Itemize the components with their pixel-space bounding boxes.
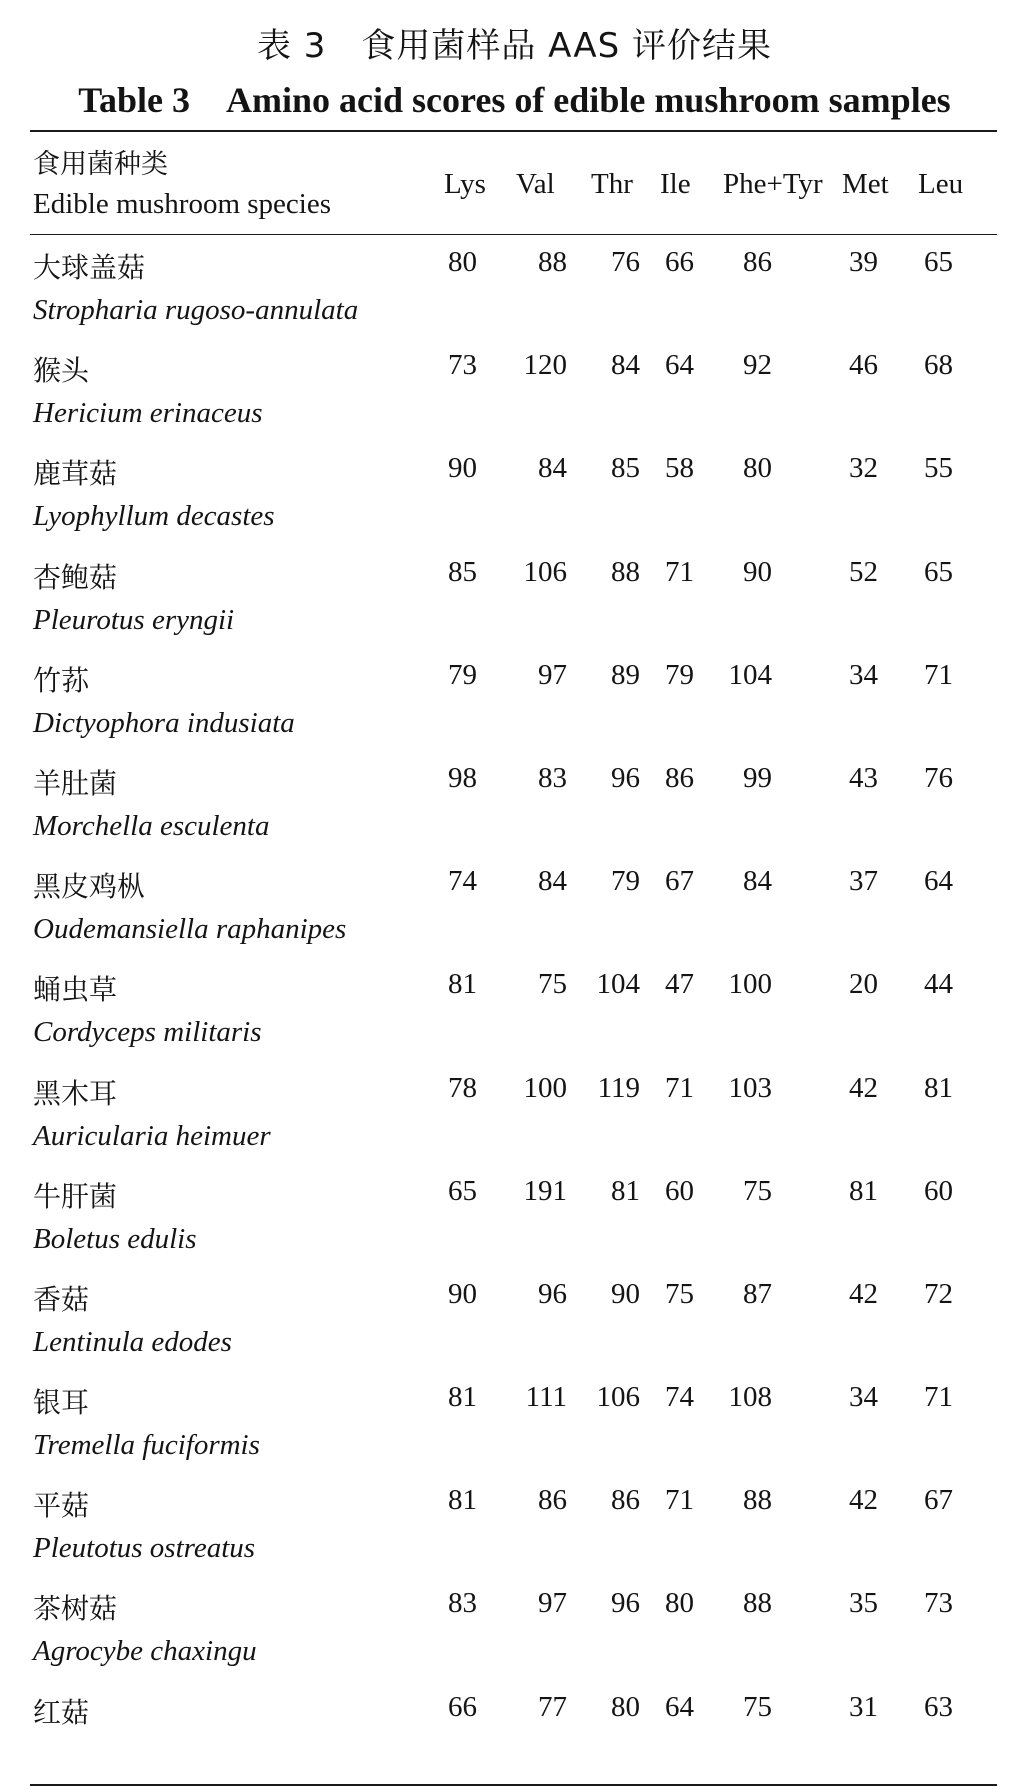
table-row <box>0 1377 1029 1480</box>
species-latin-name: Lentinula edodes <box>33 1325 232 1358</box>
score-cell-val: 97 <box>538 658 567 691</box>
species-latin-name: Dictyophora indusiata <box>33 706 295 739</box>
score-cell-met: 43 <box>849 761 878 794</box>
score-cell-met: 35 <box>849 1587 878 1620</box>
score-cell-lys: 85 <box>448 555 477 588</box>
score-cell-lys: 80 <box>448 246 477 278</box>
score-cell-val: 75 <box>538 968 567 1001</box>
score-cell-thr: 85 <box>611 452 640 485</box>
score-cell-val: 106 <box>523 555 567 588</box>
score-cell-leu: 68 <box>924 349 953 382</box>
score-cell-leu: 72 <box>924 1277 953 1310</box>
species-chinese-name: 猴头 <box>33 354 90 388</box>
score-cell-phe-tyr: 104 <box>728 658 772 691</box>
score-cell-val: 88 <box>538 246 567 278</box>
score-cell-lys: 79 <box>448 658 477 691</box>
score-cell-val: 111 <box>525 1381 567 1414</box>
score-cell-met: 46 <box>849 349 878 382</box>
score-cell-lys: 81 <box>448 1381 477 1414</box>
score-cell-met: 42 <box>849 1071 878 1104</box>
score-cell-met: 34 <box>849 658 878 691</box>
table-row <box>0 1583 1029 1686</box>
score-cell-ile: 75 <box>665 1277 694 1310</box>
score-cell-lys: 73 <box>448 349 477 382</box>
table-caption-english: Table 3 Amino acid scores of edible mushroom samples <box>78 80 951 120</box>
score-cell-lys: 98 <box>448 761 477 794</box>
species-chinese-name: 银耳 <box>33 1386 90 1420</box>
score-cell-met: 31 <box>849 1690 878 1723</box>
table-row <box>0 552 1029 655</box>
score-cell-ile: 64 <box>665 1690 694 1723</box>
score-cell-ile: 66 <box>665 246 694 278</box>
species-chinese-name: 平菇 <box>33 1489 90 1523</box>
score-cell-phe-tyr: 84 <box>743 865 772 898</box>
score-cell-phe-tyr: 108 <box>728 1381 772 1414</box>
column-header-val: Val <box>516 168 555 200</box>
species-chinese-name: 蛹虫草 <box>33 973 118 1007</box>
score-cell-met: 42 <box>849 1277 878 1310</box>
score-cell-ile: 58 <box>665 452 694 485</box>
score-cell-thr: 96 <box>611 761 640 794</box>
species-chinese-name: 黑木耳 <box>33 1076 118 1110</box>
species-chinese-name: 牛肝菌 <box>33 1179 118 1213</box>
score-cell-leu: 60 <box>924 1174 953 1207</box>
score-cell-lys: 90 <box>448 452 477 485</box>
score-cell-thr: 84 <box>611 349 640 382</box>
species-latin-name: Boletus edulis <box>33 1222 197 1255</box>
score-cell-ile: 71 <box>665 1484 694 1517</box>
table-caption-chinese: 表 3 食用菌样品 AAS 评价结果 <box>256 26 773 66</box>
species-chinese-name: 竹荪 <box>33 663 90 697</box>
table-row <box>0 242 1029 345</box>
score-cell-leu: 64 <box>924 865 953 898</box>
score-cell-leu: 63 <box>924 1690 953 1723</box>
species-latin-name: Pleutotus ostreatus <box>33 1532 256 1565</box>
score-cell-phe-tyr: 92 <box>743 349 772 382</box>
score-cell-lys: 81 <box>448 968 477 1001</box>
score-cell-thr: 106 <box>596 1381 640 1414</box>
score-cell-thr: 90 <box>611 1277 640 1310</box>
score-cell-leu: 65 <box>924 246 953 278</box>
score-cell-leu: 71 <box>924 658 953 691</box>
score-cell-val: 97 <box>538 1587 567 1620</box>
species-chinese-name: 茶树菇 <box>33 1592 118 1626</box>
score-cell-phe-tyr: 103 <box>728 1071 772 1104</box>
table-row <box>0 1171 1029 1274</box>
species-latin-name: Cordyceps militaris <box>33 1016 262 1049</box>
score-cell-ile: 67 <box>665 865 694 898</box>
species-chinese-name: 黑皮鸡枞 <box>33 870 146 904</box>
score-cell-met: 81 <box>849 1174 878 1207</box>
score-cell-met: 34 <box>849 1381 878 1414</box>
table-row <box>0 448 1029 551</box>
score-cell-phe-tyr: 75 <box>743 1174 772 1207</box>
score-cell-lys: 78 <box>448 1071 477 1104</box>
score-cell-val: 84 <box>538 452 567 485</box>
species-latin-name: Oudemansiella raphanipes <box>33 913 347 946</box>
score-cell-met: 42 <box>849 1484 878 1517</box>
score-cell-lys: 74 <box>448 865 477 898</box>
score-cell-val: 100 <box>523 1071 567 1104</box>
score-cell-val: 83 <box>538 761 567 794</box>
score-cell-val: 86 <box>538 1484 567 1517</box>
score-cell-ile: 71 <box>665 1071 694 1104</box>
score-cell-leu: 71 <box>924 1381 953 1414</box>
table-row <box>0 1274 1029 1377</box>
score-cell-phe-tyr: 88 <box>743 1587 772 1620</box>
score-cell-leu: 81 <box>924 1071 953 1104</box>
species-latin-name: Pleurotus eryngii <box>33 603 235 636</box>
species-chinese-name: 香菇 <box>33 1282 90 1316</box>
species-chinese-name: 鹿茸菇 <box>33 457 118 491</box>
score-cell-ile: 60 <box>665 1174 694 1207</box>
score-cell-thr: 104 <box>596 968 640 1001</box>
species-latin-name: Agrocybe chaxingu <box>33 1635 257 1668</box>
score-cell-thr: 88 <box>611 555 640 588</box>
column-header-met: Met <box>842 168 889 200</box>
species-chinese-name: 红菇 <box>33 1695 90 1729</box>
header-species-english: Edible mushroom species <box>33 188 332 220</box>
column-header-phe-tyr: Phe+Tyr <box>723 168 823 200</box>
score-cell-ile: 47 <box>665 968 694 1001</box>
score-cell-ile: 79 <box>665 658 694 691</box>
score-cell-val: 77 <box>538 1690 567 1723</box>
score-cell-thr: 81 <box>611 1174 640 1207</box>
table-body <box>0 242 1029 1790</box>
table-bottom-rule <box>30 1784 997 1786</box>
column-header-lys: Lys <box>444 168 486 200</box>
score-cell-thr: 119 <box>597 1071 640 1104</box>
score-cell-phe-tyr: 87 <box>743 1277 772 1310</box>
column-header-leu: Leu <box>918 168 964 200</box>
score-cell-val: 191 <box>523 1174 567 1207</box>
table-row <box>0 861 1029 964</box>
score-cell-ile: 64 <box>665 349 694 382</box>
species-latin-name: Morchella esculenta <box>33 809 270 842</box>
score-cell-met: 32 <box>849 452 878 485</box>
score-cell-ile: 74 <box>665 1381 694 1414</box>
score-cell-phe-tyr: 75 <box>743 1690 772 1723</box>
score-cell-lys: 66 <box>448 1690 477 1723</box>
species-latin-name: Tremella fuciformis <box>33 1429 260 1462</box>
score-cell-phe-tyr: 80 <box>743 452 772 485</box>
score-cell-phe-tyr: 90 <box>743 555 772 588</box>
score-cell-lys: 83 <box>448 1587 477 1620</box>
score-cell-leu: 55 <box>924 452 953 485</box>
score-cell-val: 96 <box>538 1277 567 1310</box>
score-cell-ile: 80 <box>665 1587 694 1620</box>
species-chinese-name: 羊肚菌 <box>33 766 118 800</box>
table-row <box>0 345 1029 448</box>
species-latin-name: Stropharia rugoso-annulata <box>33 294 359 326</box>
score-cell-met: 20 <box>849 968 878 1001</box>
score-cell-lys: 65 <box>448 1174 477 1207</box>
column-header-ile: Ile <box>660 168 691 200</box>
score-cell-lys: 81 <box>448 1484 477 1517</box>
table-header-rule <box>30 234 997 235</box>
score-cell-phe-tyr: 88 <box>743 1484 772 1517</box>
score-cell-val: 84 <box>538 865 567 898</box>
table-row <box>0 1687 1029 1790</box>
header-species-chinese: 食用菌种类 <box>33 149 168 180</box>
species-latin-name: Lyophyllum decastes <box>33 500 275 533</box>
table-row <box>0 964 1029 1067</box>
score-cell-thr: 76 <box>611 246 640 278</box>
score-cell-thr: 96 <box>611 1587 640 1620</box>
table-row <box>0 1480 1029 1583</box>
table-row <box>0 758 1029 861</box>
species-chinese-name: 杏鲍菇 <box>33 560 118 594</box>
score-cell-ile: 86 <box>665 761 694 794</box>
score-cell-leu: 76 <box>924 761 953 794</box>
table-row <box>0 655 1029 758</box>
score-cell-phe-tyr: 99 <box>743 761 772 794</box>
score-cell-thr: 80 <box>611 1690 640 1723</box>
score-cell-leu: 65 <box>924 555 953 588</box>
score-cell-leu: 67 <box>924 1484 953 1517</box>
score-cell-met: 39 <box>849 246 878 278</box>
species-latin-name: Auricularia heimuer <box>33 1119 271 1152</box>
score-cell-thr: 89 <box>611 658 640 691</box>
species-chinese-name: 大球盖菇 <box>33 251 146 284</box>
score-cell-leu: 44 <box>924 968 953 1001</box>
score-cell-met: 37 <box>849 865 878 898</box>
score-cell-lys: 90 <box>448 1277 477 1310</box>
score-cell-met: 52 <box>849 555 878 588</box>
score-cell-val: 120 <box>523 349 567 382</box>
score-cell-phe-tyr: 100 <box>728 968 772 1001</box>
column-header-thr: Thr <box>591 168 633 200</box>
score-cell-thr: 86 <box>611 1484 640 1517</box>
species-latin-name: Hericium erinaceus <box>33 397 263 430</box>
score-cell-thr: 79 <box>611 865 640 898</box>
score-cell-ile: 71 <box>665 555 694 588</box>
table-top-rule <box>30 130 997 132</box>
table-row <box>0 1068 1029 1171</box>
score-cell-phe-tyr: 86 <box>743 246 772 278</box>
score-cell-leu: 73 <box>924 1587 953 1620</box>
